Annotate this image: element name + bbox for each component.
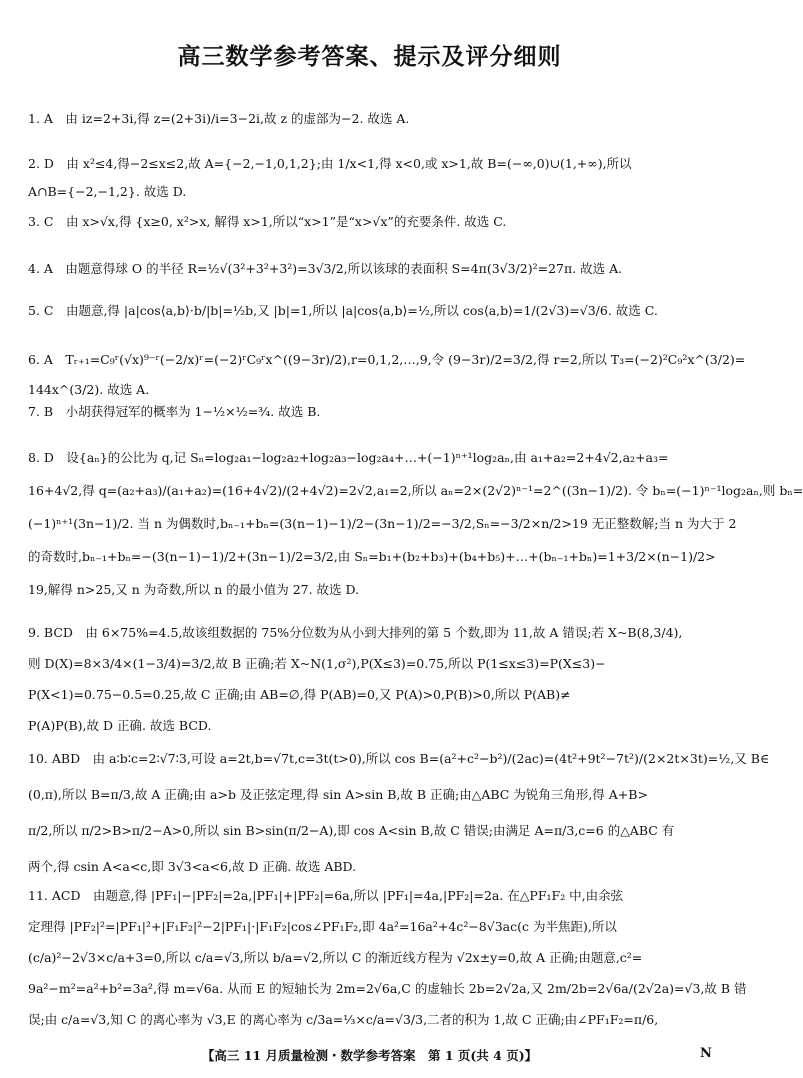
answer-item-6: [28, 345, 746, 405]
answer-line: (c/a)²−2√3×c/a+3=0,所以 c/a=√3,所以 b/a=√2,所以 C 的渐近线方程为 √2x±y=0,故 A 正确;由题意,c²=: [28, 950, 643, 965]
answer-item-1: [28, 112, 718, 126]
answer-line: P(X<1)=0.75−0.5=0.25,故 C 正确;由 AB=∅,得 P(AB)=0,又 P(A)>0,P(B)>0,所以 P(AB)≠: [28, 687, 571, 702]
answer-line: 7. B 小胡获得冠军的概率为 1−½×½=¾. 故选 B.: [28, 404, 321, 419]
answer-item-7: [28, 405, 718, 419]
answer-line: 1. A 由 iz=2+3i,得 z=(2+3i)/i=3−2i,故 z 的虚部为−2. 故选 A.: [28, 111, 410, 126]
answer-line: 4. A 由题意得球 O 的半径 R=½√(3²+3²+3²)=3√3/2,所以该球的表面积 S=4π(3√3/2)²=27π. 故选 A.: [28, 261, 623, 276]
answer-item-3: [28, 215, 718, 229]
answer-line: (0,π),所以 B=π/3,故 A 正确;由 a>b 及正弦定理,得 sin A>sin B,故 B 正确;由△ABC 为锐角三角形,得 A+B>: [28, 787, 648, 802]
answer-line: 定理得 |PF₂|²=|PF₁|²+|F₁F₂|²−2|PF₁|·|F₁F₂|cos∠PF₁F₂,即 4a²=16a²+4c²−8√3ac(c 为半焦距),所以: [28, 919, 617, 934]
answer-line: 两个,得 csin A<a<c,即 3√3<a<6,故 D 正确. 故选 ABD.: [28, 859, 357, 874]
answer-line: 9a²−m²=a²+b²=3a²,得 m=√6a. 从而 E 的短轴长为 2m=2√6a,C 的虚轴长 2b=2√2a,又 2m/2b=2√6a/(2√2a)=√3,故 B 错: [28, 981, 747, 996]
answer-item-4: [28, 262, 718, 276]
page-footer: 【高三 11 月质量检测・数学参考答案 第 1 页(共 4 页)】: [201, 1048, 538, 1063]
answer-line: 10. ABD 由 a∶b∶c=2∶√7∶3,可设 a=2t,b=√7t,c=3t(t>0),所以 cos B=(a²+c²−b²)/(2ac)=(4t²+9t²−7t²)/(2×2t×3t)=½,又 B∈: [28, 751, 770, 766]
answer-line: 8. D 设{aₙ}的公比为 q,记 Sₙ=log₂a₁−log₂a₂+log₂a₃−log₂a₄+…+(−1)ⁿ⁺¹log₂aₙ,由 a₁+a₂=2+4√2,a₂+a₃=: [28, 450, 669, 465]
page-title: 高三数学参考答案、提示及评分细则: [177, 43, 562, 70]
answer-line: 144x^(3/2). 故选 A.: [28, 382, 150, 397]
answer-line: A∩B={−2,−1,2}. 故选 D.: [28, 184, 187, 199]
answer-line: 6. A Tᵣ₊₁=C₉ʳ(√x)⁹⁻ʳ(−2/x)ʳ=(−2)ʳC₉ʳx^((9−3r)/2),r=0,1,2,…,9,令 (9−3r)/2=3/2,得 r=2,所以 T₃=(−2)²C₉²x^(3/2)=: [28, 352, 746, 367]
answer-item-5: [28, 304, 718, 318]
answer-line: 则 D(X)=8×3/4×(1−3/4)=3/2,故 B 正确;若 X~N(1,σ²),P(X≤3)=0.75,所以 P(1≤x≤3)=P(X≤3)−: [28, 656, 606, 671]
answer-item-2: [28, 150, 718, 206]
answer-line: 9. BCD 由 6×75%=4.5,故该组数据的 75%分位数为从小到大排列的第 5 个数,即为 11,故 A 错误;若 X~B(8,3/4),: [28, 625, 683, 640]
answer-line: 3. C 由 x>√x,得 {x≥0, x²>x, 解得 x>1,所以“x>1”是“x>√x”的充要条件. 故选 C.: [28, 214, 507, 229]
answer-line: 11. ACD 由题意,得 |PF₁|−|PF₂|=2a,|PF₁|+|PF₂|=6a,所以 |PF₁|=4a,|PF₂|=2a. 在△PF₁F₂ 中,由余弦: [28, 888, 624, 903]
answer-line: (−1)ⁿ⁺¹(3n−1)/2. 当 n 为偶数时,bₙ₋₁+bₙ=(3(n−1)−1)/2−(3n−1)/2=−3/2,Sₙ=−3/2×n/2>19 无正整数解;当 n 为大于 2: [28, 516, 737, 531]
answer-item-11: [28, 880, 747, 1035]
answer-line: π/2,所以 π/2>B>π/2−A>0,所以 sin B>sin(π/2−A),即 cos A<sin B,故 C 错误;由满足 A=π/3,c=6 的△ABC 有: [28, 823, 675, 838]
answer-line: 5. C 由题意,得 |a|cos⟨a,b⟩·b/|b|=½b,又 |b|=1,所以 |a|cos⟨a,b⟩=½,所以 cos⟨a,b⟩=1/(2√3)=√3/6. 故选 C.: [28, 303, 658, 318]
answer-line: 2. D 由 x²≤4,得−2≤x≤2,故 A={−2,−1,0,1,2};由 1/x<1,得 x<0,或 x>1,故 B=(−∞,0)∪(1,+∞),所以: [28, 156, 632, 171]
answer-line: 19,解得 n>25,又 n 为奇数,所以 n 的最小值为 27. 故选 D.: [28, 582, 360, 597]
answer-item-8: [28, 441, 803, 606]
answer-item-9: [28, 617, 718, 741]
answer-line: 16+4√2,得 q=(a₂+a₃)/(a₁+a₂)=(16+4√2)/(2+4√2)=2√2,a₁=2,所以 aₙ=2×(2√2)ⁿ⁻¹=2^((3n−1)/2). 令 bₙ=(−1)ⁿ⁻¹log₂aₙ,则 bₙ=: [28, 483, 803, 498]
corner-mark: N: [700, 1046, 712, 1061]
answer-line: 的奇数时,bₙ₋₁+bₙ=−(3(n−1)−1)/2+(3n−1)/2=3/2,由 Sₙ=b₁+(b₂+b₃)+(b₄+b₅)+…+(bₙ₋₁+bₙ)=1+3/2×(n−1)/2>: [28, 549, 716, 564]
answer-line: 误;由 c/a=√3,知 C 的离心率为 √3,E 的离心率为 c/3a=⅓×c/a=√3/3,二者的积为 1,故 C 正确;由∠PF₁F₂=π/6,: [28, 1012, 659, 1027]
answer-item-10: [28, 741, 770, 885]
answer-line: P(A)P(B),故 D 正确. 故选 BCD.: [28, 718, 212, 733]
